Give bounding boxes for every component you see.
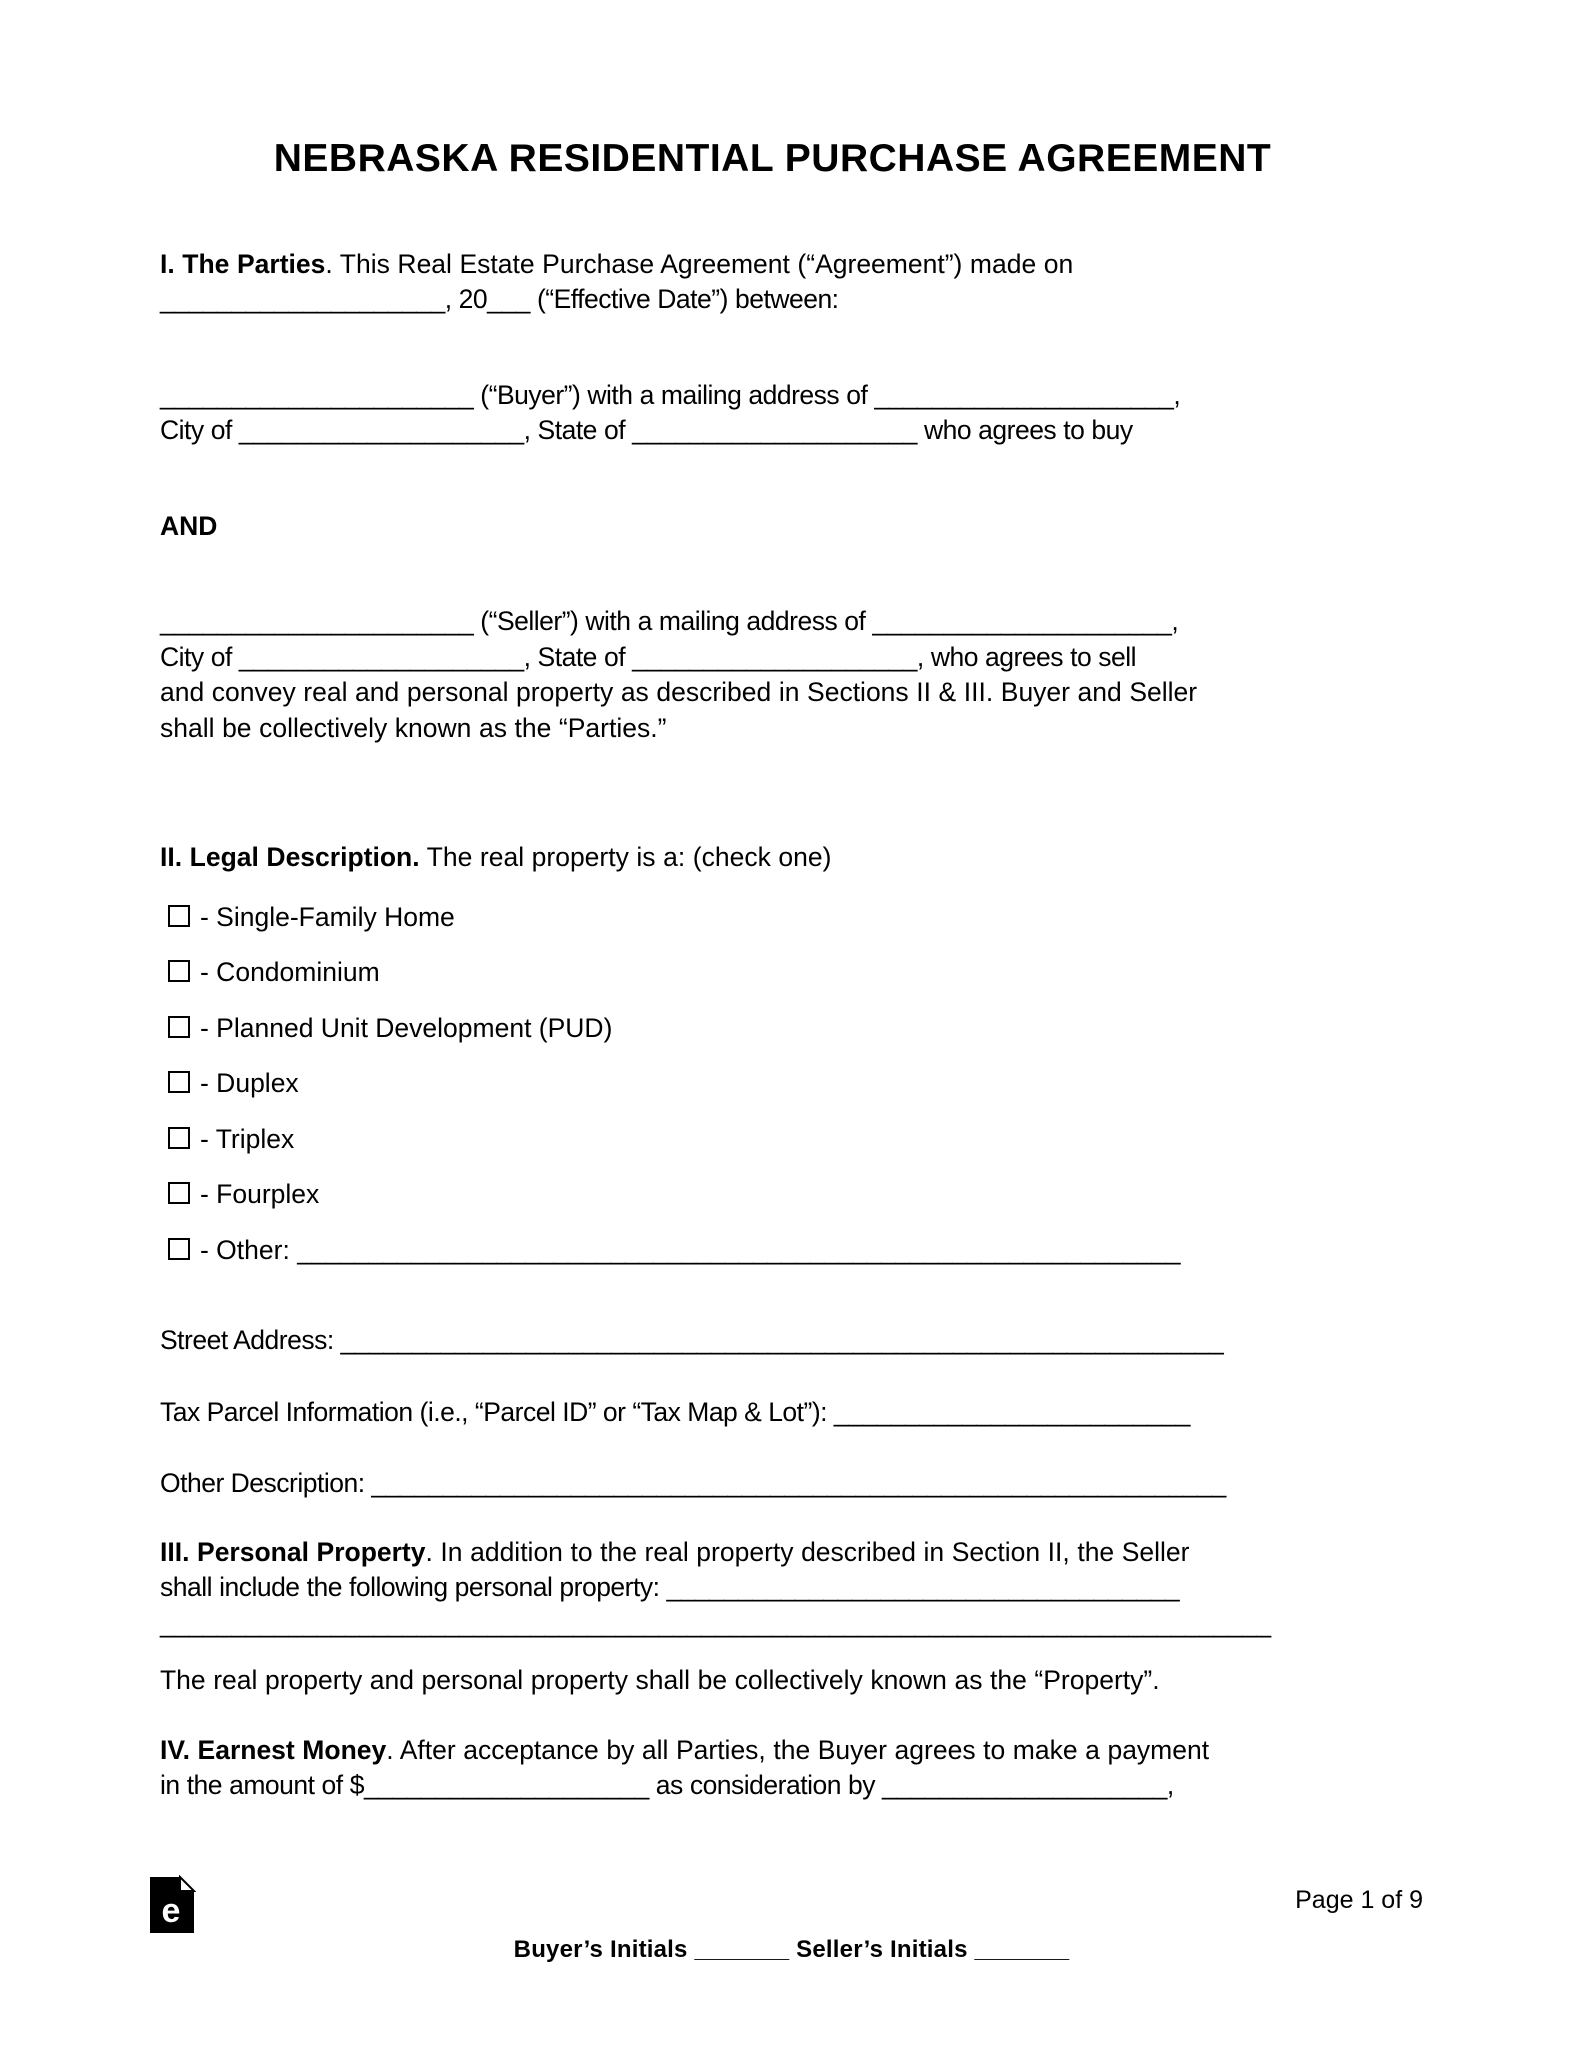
checkbox-icon[interactable] (168, 1182, 190, 1204)
property-definition-line: The real property and personal property shall be collectively known as the “Property”. (160, 1665, 1160, 1696)
parties-intro-text: . This Real Estate Purchase Agreement (“Agreement”) made on (325, 248, 1074, 279)
legal-description-intro-text: The real property is a: (check one) (419, 842, 832, 873)
page-number: Page 1 of 9 (1295, 1886, 1423, 1914)
checkbox-row-single-family-home[interactable] (160, 890, 1385, 946)
other-property-type-input[interactable]: ______________________________________________________________ (297, 1234, 1180, 1265)
checkbox-icon[interactable] (168, 1238, 190, 1260)
checkbox-icon[interactable] (168, 1127, 190, 1149)
effective-date-line[interactable]: ____________________, 20___ (“Effective Date”) between: (160, 284, 839, 315)
earnest-money-heading: IV. Earnest Money (160, 1734, 387, 1765)
personal-property-heading: III. Personal Property (160, 1536, 426, 1567)
section-parties (160, 181, 1385, 747)
page-footer (0, 1868, 1583, 2048)
seller-city-state-line[interactable]: City of ____________________, State of ____________________, who agrees to sell (160, 641, 1137, 672)
seller-conveyance-line-2: shall be collectively known as the “Parties.” (160, 712, 667, 743)
section-earnest-money (160, 1733, 1385, 1804)
buyer-name-address-line[interactable]: ______________________ (“Buyer”) with a mailing address of _____________________, (160, 379, 1181, 410)
parties-heading: I. The Parties (160, 248, 326, 279)
other-description-line[interactable]: Other Description: ____________________________________________________________ (160, 1468, 1226, 1499)
seller-conveyance-line-1: and convey real and personal property as described in Sections II & III. Buyer and Seller (160, 677, 1198, 708)
checkbox-row-planned-unit-development[interactable] (160, 1001, 1385, 1057)
personal-property-input-line-1[interactable]: shall include the following personal property: ____________________________________ (160, 1572, 1180, 1603)
initials-line[interactable]: Buyer’s Initials _______ Seller’s Initials _______ (513, 1936, 1070, 1963)
tax-parcel-information-line[interactable]: Tax Parcel Information (i.e., “Parcel ID” or “Tax Map & Lot”): _________________________ (160, 1396, 1190, 1427)
personal-property-intro-text: . In addition to the real property described in Section II, the Seller (425, 1536, 1190, 1567)
earnest-money-amount-line[interactable]: in the amount of $____________________ as consideration by ____________________, (160, 1770, 1174, 1801)
personal-property-input-line-2[interactable]: ______________________________________________________________________________ (160, 1607, 1271, 1638)
personal-property-intro (160, 1535, 1385, 1571)
page-title: NEBRASKA RESIDENTIAL PURCHASE AGREEMENT (273, 137, 1272, 180)
buyer-city-state-line[interactable]: City of ____________________, State of ____________________ who agrees to buy (160, 415, 1133, 446)
and-separator: AND (160, 510, 218, 541)
checkbox-row-duplex[interactable] (160, 1056, 1385, 1112)
checkbox-row-fourplex[interactable] (160, 1167, 1385, 1223)
checkbox-icon[interactable] (168, 905, 190, 927)
parties-intro-line (160, 247, 1385, 283)
street-address-line[interactable]: Street Address: ______________________________________________________________ (160, 1325, 1224, 1356)
checkbox-label: - Planned Unit Development (PUD) (200, 1012, 613, 1043)
seller-name-address-line[interactable]: ______________________ (“Seller”) with a mailing address of _____________________, (160, 606, 1179, 637)
checkbox-icon[interactable] (168, 1016, 190, 1038)
svg-text:e: e (161, 1892, 181, 1930)
checkbox-label: - Single-Family Home (200, 901, 455, 932)
checkbox-label: - Triplex (200, 1123, 295, 1154)
checkbox-row-triplex[interactable] (160, 1112, 1385, 1168)
section-personal-property (160, 1535, 1385, 1699)
checkbox-label: - Other: (200, 1234, 298, 1265)
checkbox-row-condominium[interactable] (160, 945, 1385, 1001)
legal-description-intro (160, 840, 1385, 876)
eforms-logo-icon (148, 1875, 196, 1935)
legal-description-heading: II. Legal Description. (160, 842, 420, 873)
earnest-money-intro (160, 1733, 1385, 1769)
document-body (160, 0, 1385, 1804)
section-legal-description (160, 840, 1385, 1513)
checkbox-label: - Condominium (200, 957, 380, 988)
earnest-money-intro-text: . After acceptance by all Parties, the Buyer agrees to make a payment (386, 1734, 1210, 1765)
checkbox-label: - Duplex (200, 1068, 299, 1099)
checkbox-icon[interactable] (168, 1071, 190, 1093)
checkbox-icon[interactable] (168, 960, 190, 982)
checkbox-row-other[interactable] (160, 1223, 1385, 1279)
checkbox-label: - Fourplex (200, 1179, 320, 1210)
